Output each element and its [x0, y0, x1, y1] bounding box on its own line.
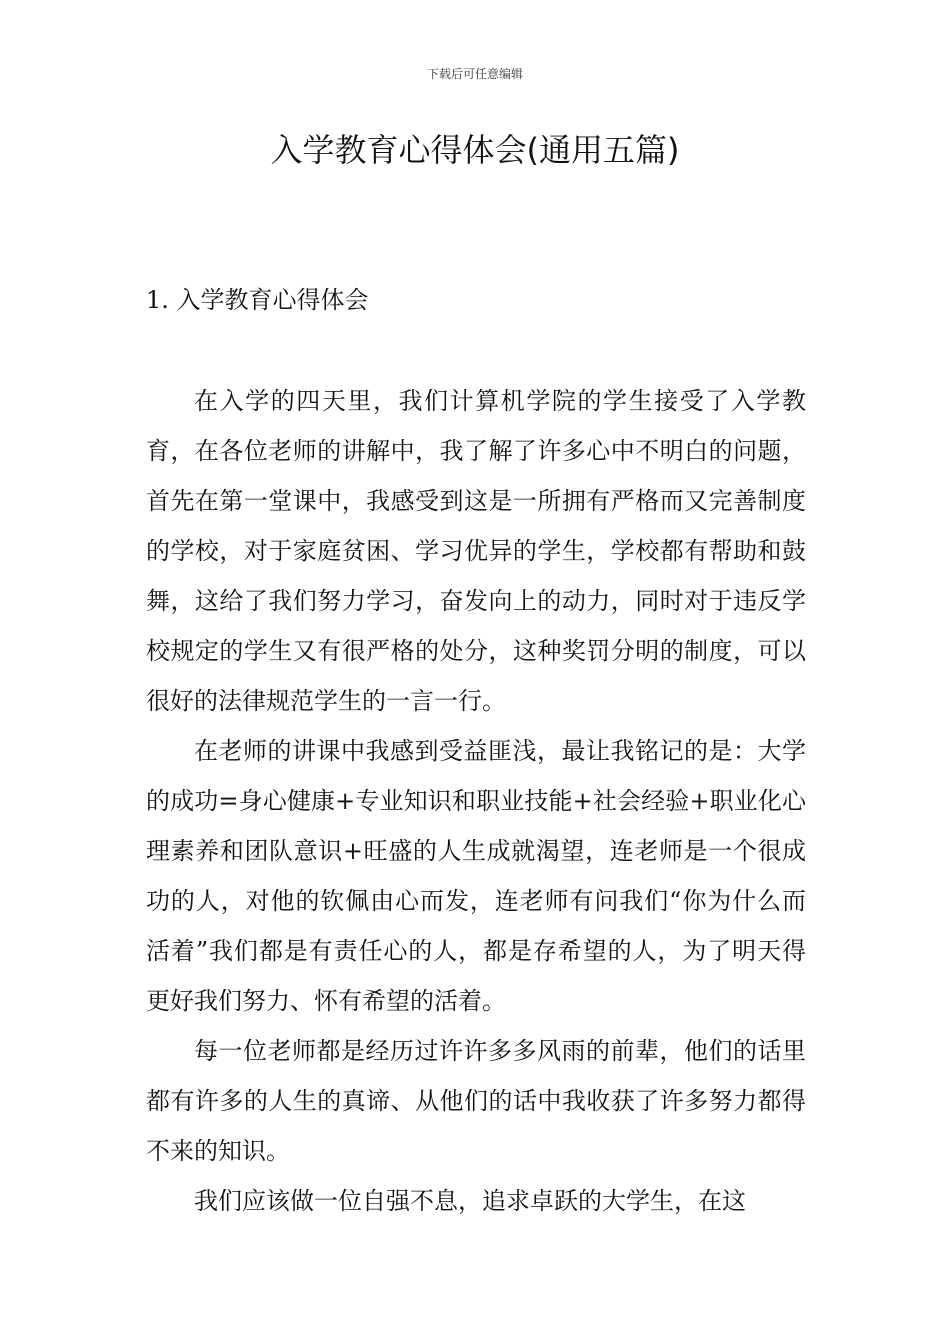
paragraph: 我们应该做一位自强不息，追求卓跃的大学生，在这 — [194, 1187, 746, 1215]
paragraph: 在入学的四天里，我们计算机学院的学生接受了入学教育，在各位老师的讲解中，我了解了许多心中不明白的问题，首先在第一堂课中，我感受到这是一所拥有严格而又完善制度的学校，对于家庭贫困、学习优异的学生，学校都有帮助和鼓舞，这给了我们努力学习，奋发向上的动力，同时对于违反学校规定的学生又有很严格的处分，这种奖罚分明的制度，可以很好的法律规范学生的一言一行。 — [146, 387, 806, 715]
document-title: 入学教育心得体会(通用五篇) — [270, 131, 680, 169]
header-note: 下载后可任意编辑 — [426, 67, 523, 81]
paragraph: 每一位老师都是经历过许许多多风雨的前辈，他们的话里都有许多的人生的真谛、从他们的话中我收获了许多努力都得不来的知识。 — [146, 1037, 806, 1165]
section-heading: 1. 入学教育心得体会 — [146, 286, 369, 314]
paragraph: 在老师的讲课中我感到受益匪浅，最让我铭记的是：大学的成功=身心健康+专业知识和职业技能+社会经验+职业化心理素养和团队意识+旺盛的人生成就渴望，连老师是一个很成功的人，对他的钦佩由心而发，连老师有问我们“你为什么而活着”我们都是有责任心的人，都是存希望的人，为了明天得更好我们努力、怀有希望的活着。 — [146, 737, 806, 1015]
body-text — [146, 376, 806, 1226]
